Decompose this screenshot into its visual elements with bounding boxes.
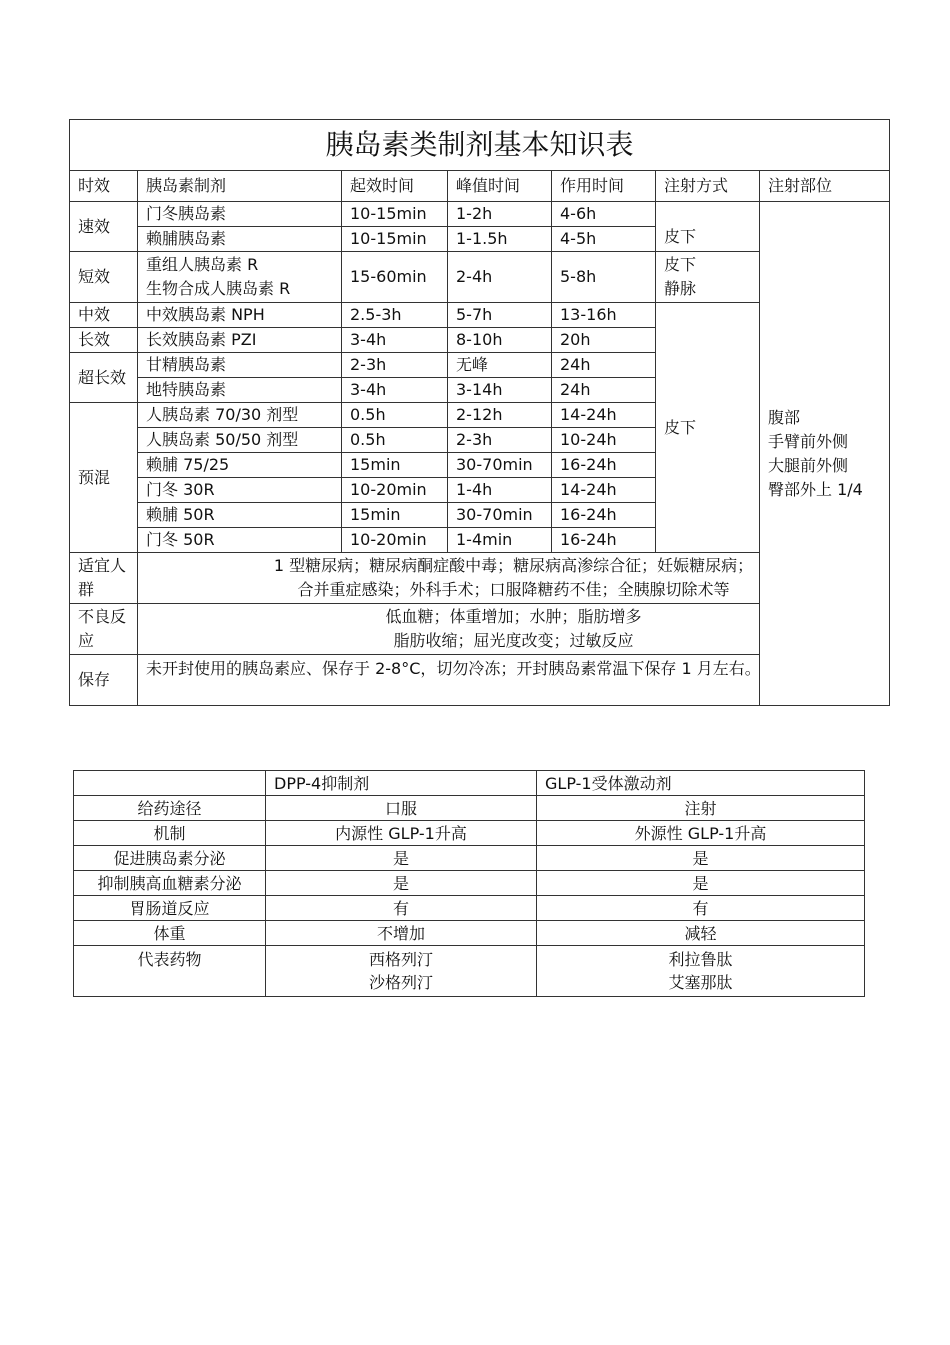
- table-cell: 5-7h: [448, 303, 552, 328]
- table-cell: 口服: [266, 796, 537, 821]
- table-cell: 14-24h: [552, 403, 656, 428]
- table-cell: 2-4h: [448, 252, 552, 303]
- table-cell: 不增加: [266, 921, 537, 946]
- table-cell: 2-12h: [448, 403, 552, 428]
- table-cell: 15-60min: [342, 252, 448, 303]
- group-premixed: 预混: [70, 403, 138, 553]
- table-cell: 3-14h: [448, 378, 552, 403]
- group-short: 短效: [70, 252, 138, 303]
- table-cell: 是: [537, 846, 865, 871]
- table-cell: 有: [266, 896, 537, 921]
- route-line: 皮下: [664, 255, 697, 274]
- name-line: 生物合成人胰岛素 R: [146, 279, 291, 298]
- site-item: 大腿前外侧: [768, 455, 849, 475]
- table-cell: 10-15min: [342, 227, 448, 252]
- table-cell: 2.5-3h: [342, 303, 448, 328]
- table-cell: 1-4min: [448, 528, 552, 553]
- route-rapid: 皮下: [656, 202, 760, 252]
- table-row-name: 长效胰岛素 PZI: [138, 328, 342, 353]
- storage-content: 未开封使用的胰岛素应、保存于 2-8°C，切勿冷冻；开封胰岛素常温下保存 1 月左右。: [138, 655, 890, 706]
- header-cell: 注射部位: [760, 171, 890, 202]
- site-item: 臀部外上 1/4: [768, 479, 863, 499]
- table-row-name: 赖脯胰岛素: [138, 227, 342, 252]
- table-cell: 是: [266, 846, 537, 871]
- table-cell: 是: [537, 871, 865, 896]
- table-row-name: 赖脯 75/25: [138, 453, 342, 478]
- table-row-name: 甘精胰岛素: [138, 353, 342, 378]
- row-label: 体重: [74, 921, 266, 946]
- adverse-content: [138, 604, 890, 655]
- header-cell: 胰岛素制剂: [138, 171, 342, 202]
- route-line: 静脉: [664, 279, 697, 298]
- table-cell: 4-6h: [552, 202, 656, 227]
- table-cell: 16-24h: [552, 528, 656, 553]
- table-cell: 1-1.5h: [448, 227, 552, 252]
- drug-name: 沙格列汀: [368, 973, 433, 992]
- table-cell: 16-24h: [552, 453, 656, 478]
- table-row-name: 门冬 50R: [138, 528, 342, 553]
- rep-glp1: [537, 946, 865, 997]
- table-cell: 内源性 GLP-1升高: [266, 821, 537, 846]
- header-cell: 起效时间: [342, 171, 448, 202]
- table-cell: 24h: [552, 353, 656, 378]
- table-cell: 无峰: [448, 353, 552, 378]
- table-cell: 13-16h: [552, 303, 656, 328]
- site-item: 手臂前外侧: [768, 431, 849, 451]
- table-cell: 1-2h: [448, 202, 552, 227]
- table-cell: 5-8h: [552, 252, 656, 303]
- header-cell: 峰值时间: [448, 171, 552, 202]
- table-cell: 15min: [342, 453, 448, 478]
- route-short: [656, 252, 760, 303]
- site-item: 腹部: [768, 407, 801, 427]
- table-cell: 有: [537, 896, 865, 921]
- header-glp1: GLP-1受体激动剂: [537, 771, 865, 796]
- table-row-name: [138, 252, 342, 303]
- table-row-name: 人胰岛素 70/30 剂型: [138, 403, 342, 428]
- suitable-line: 合并重症感染；外科手术；口服降糖药不佳；全胰腺切除术等: [297, 580, 730, 599]
- row-label: 代表药物: [74, 946, 266, 997]
- group-rapid: 速效: [70, 202, 138, 252]
- table-title: 胰岛素类制剂基本知识表: [70, 120, 890, 171]
- table-cell: 20h: [552, 328, 656, 353]
- drug-name: 艾塞那肽: [668, 973, 733, 992]
- group-ultra-long: 超长效: [70, 353, 138, 403]
- table-cell: 2-3h: [342, 353, 448, 378]
- empty-header-cell: [74, 771, 266, 796]
- table-cell: 10-20min: [342, 478, 448, 503]
- row-label: 促进胰岛素分泌: [74, 846, 266, 871]
- name-line: 重组人胰岛素 R: [146, 255, 259, 274]
- table-cell: 3-4h: [342, 378, 448, 403]
- adverse-line: 脂肪收缩；屈光度改变；过敏反应: [393, 631, 634, 650]
- table-cell: 30-70min: [448, 503, 552, 528]
- table-cell: 0.5h: [342, 428, 448, 453]
- table-cell: 24h: [552, 378, 656, 403]
- insulin-knowledge-table: [69, 119, 890, 706]
- table-row-name: 赖脯 50R: [138, 503, 342, 528]
- table-row-name: 人胰岛素 50/50 剂型: [138, 428, 342, 453]
- table-cell: 注射: [537, 796, 865, 821]
- table-cell: 是: [266, 871, 537, 896]
- dpp4-glp1-comparison-table: [73, 770, 865, 997]
- table-cell: 30-70min: [448, 453, 552, 478]
- table-cell: 0.5h: [342, 403, 448, 428]
- table-cell: 3-4h: [342, 328, 448, 353]
- header-cell: 时效: [70, 171, 138, 202]
- table-cell: 1-4h: [448, 478, 552, 503]
- header-dpp4: DPP-4抑制剂: [266, 771, 537, 796]
- table-row-name: 中效胰岛素 NPH: [138, 303, 342, 328]
- row-label: 胃肠道反应: [74, 896, 266, 921]
- header-cell: 注射方式: [656, 171, 760, 202]
- route-rest: 皮下: [656, 303, 760, 553]
- table-row-name: 地特胰岛素: [138, 378, 342, 403]
- suitable-line: 1 型糖尿病；糖尿病酮症酸中毒；糖尿病高渗综合征；妊娠糖尿病；: [273, 556, 754, 575]
- table-cell: 10-15min: [342, 202, 448, 227]
- group-long: 长效: [70, 328, 138, 353]
- row-label: 给药途径: [74, 796, 266, 821]
- suitable-label: 适宜人群: [70, 553, 138, 604]
- group-intermediate: 中效: [70, 303, 138, 328]
- table-cell: 4-5h: [552, 227, 656, 252]
- table-cell: 10-20min: [342, 528, 448, 553]
- drug-name: 西格列汀: [368, 950, 433, 969]
- rep-dpp4: [266, 946, 537, 997]
- row-label: 抑制胰高血糖素分泌: [74, 871, 266, 896]
- table-cell: 2-3h: [448, 428, 552, 453]
- suitable-content: [138, 553, 890, 604]
- storage-label: 保存: [70, 655, 138, 706]
- table-cell: 8-10h: [448, 328, 552, 353]
- row-label: 机制: [74, 821, 266, 846]
- adverse-line: 低血糖；体重增加；水肿；脂肪增多: [385, 607, 642, 626]
- adverse-label: 不良反应: [70, 604, 138, 655]
- table-cell: 外源性 GLP-1升高: [537, 821, 865, 846]
- header-cell: 作用时间: [552, 171, 656, 202]
- table-cell: 减轻: [537, 921, 865, 946]
- drug-name: 利拉鲁肽: [668, 950, 733, 969]
- table-cell: 10-24h: [552, 428, 656, 453]
- table-cell: 16-24h: [552, 503, 656, 528]
- table-row-name: 门冬 30R: [138, 478, 342, 503]
- table-row-name: 门冬胰岛素: [138, 202, 342, 227]
- table-cell: 14-24h: [552, 478, 656, 503]
- table-cell: 15min: [342, 503, 448, 528]
